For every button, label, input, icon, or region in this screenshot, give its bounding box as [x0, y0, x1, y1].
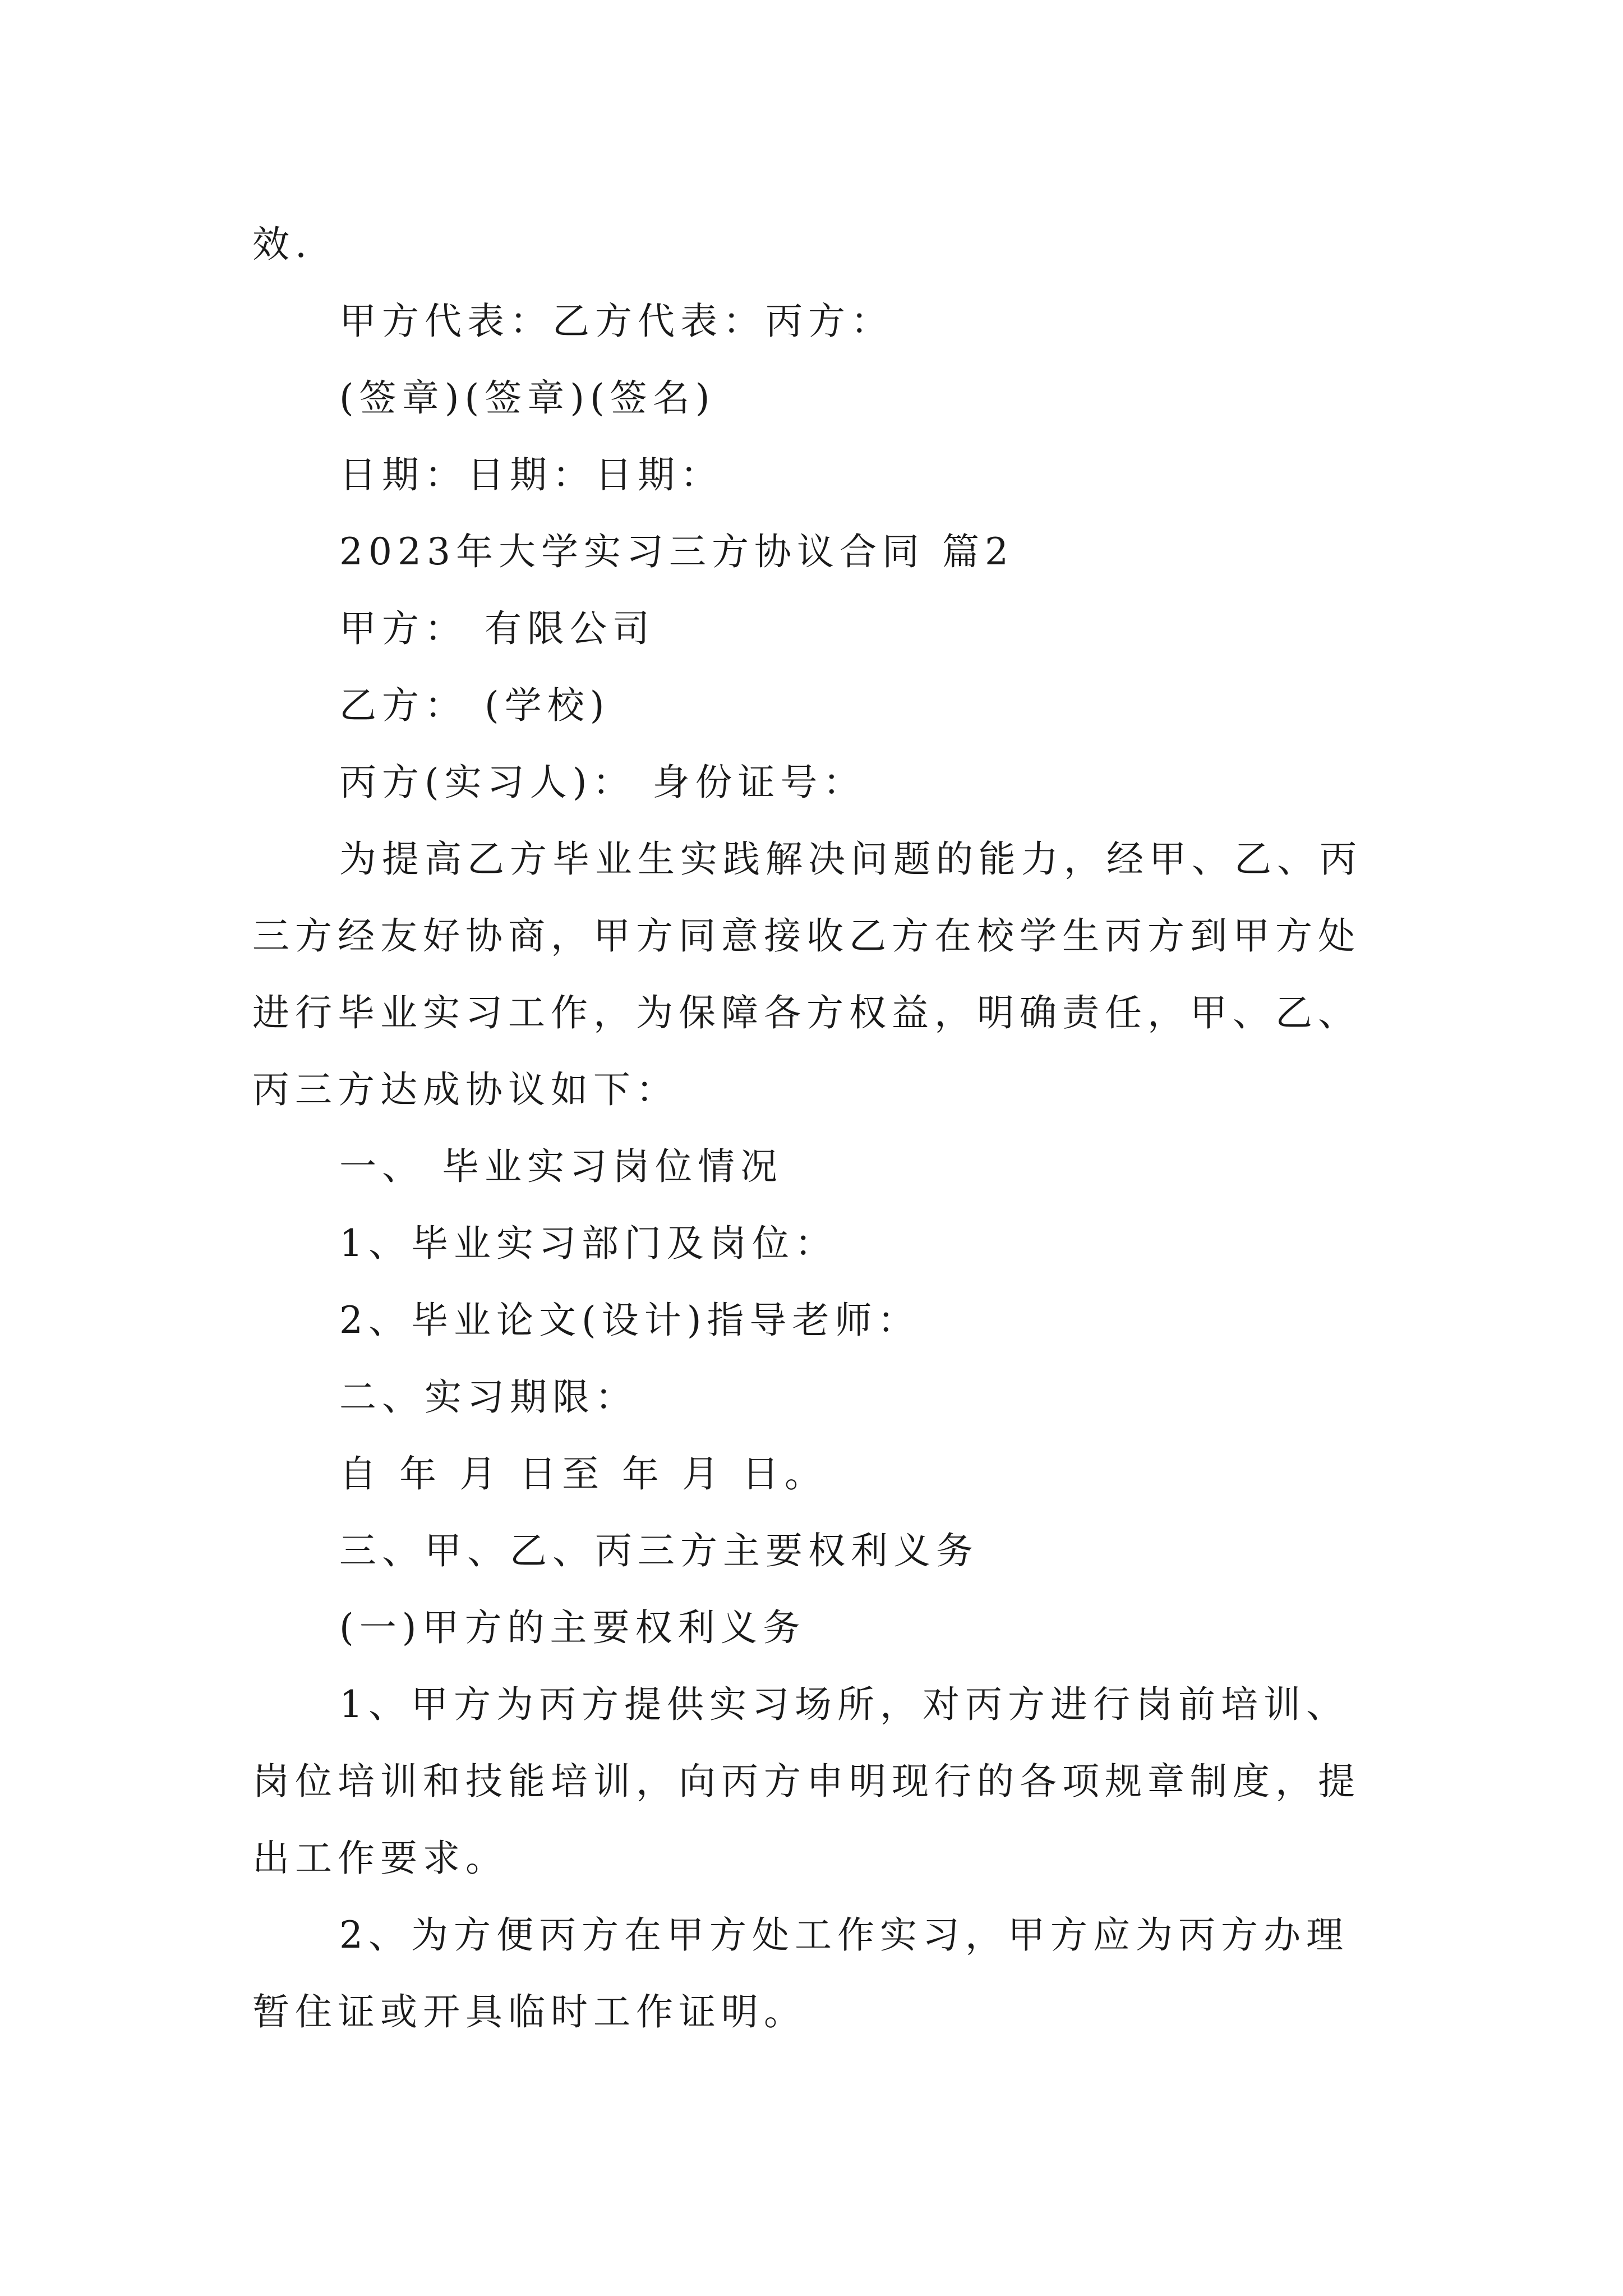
text-line: 丙三方达成协议如下：: [252, 1068, 679, 1111]
text-line: 1、毕业实习部门及岗位：: [339, 1222, 837, 1265]
text-line: 自 年 月 日至 年 月 日。: [339, 1452, 827, 1496]
text-line: 甲方代表：乙方代表：丙方：: [339, 300, 893, 343]
text-line: 为提高乙方毕业生实践解决问题的能力，经甲、乙、丙: [339, 838, 1362, 881]
text-line: 三方经友好协商，甲方同意接收乙方在校学生丙方到甲方处: [252, 914, 1361, 958]
text-line: 三、甲、乙、丙三方主要权利义务: [339, 1529, 979, 1572]
text-line: 2、为方便丙方在甲方处工作实习，甲方应为丙方办理: [339, 1913, 1349, 1957]
text-line: 出工作要求。: [252, 1837, 508, 1880]
text-line: 效.: [252, 223, 312, 266]
text-line: 进行毕业实习工作，为保障各方权益，明确责任，甲、乙、: [252, 991, 1361, 1034]
text-line: 1、甲方为丙方提供实习场所，对丙方进行岗前培训、: [339, 1683, 1349, 1726]
text-line: 甲方： 有限公司: [339, 607, 655, 650]
text-line: 2、毕业论文(设计)指导老师：: [339, 1299, 920, 1342]
text-line: 暂住证或开具临时工作证明。: [252, 1990, 806, 2033]
text-line: 丙方(实习人)： 身份证号：: [339, 761, 866, 804]
section-title: 2023年大学实习三方协议合同 篇2: [339, 530, 1014, 573]
text-line: 一、 毕业实习岗位情况: [339, 1145, 783, 1188]
text-line: 二、实习期限：: [339, 1375, 638, 1419]
text-line: 岗位培训和技能培训，向丙方申明现行的各项规章制度，提: [252, 1760, 1361, 1803]
text-line: 日期：日期：日期：: [339, 453, 723, 496]
text-line: (一)甲方的主要权利义务: [339, 1606, 806, 1649]
text-line: 乙方： (学校): [339, 684, 610, 727]
text-line: (签章)(签章)(签名): [339, 376, 716, 420]
